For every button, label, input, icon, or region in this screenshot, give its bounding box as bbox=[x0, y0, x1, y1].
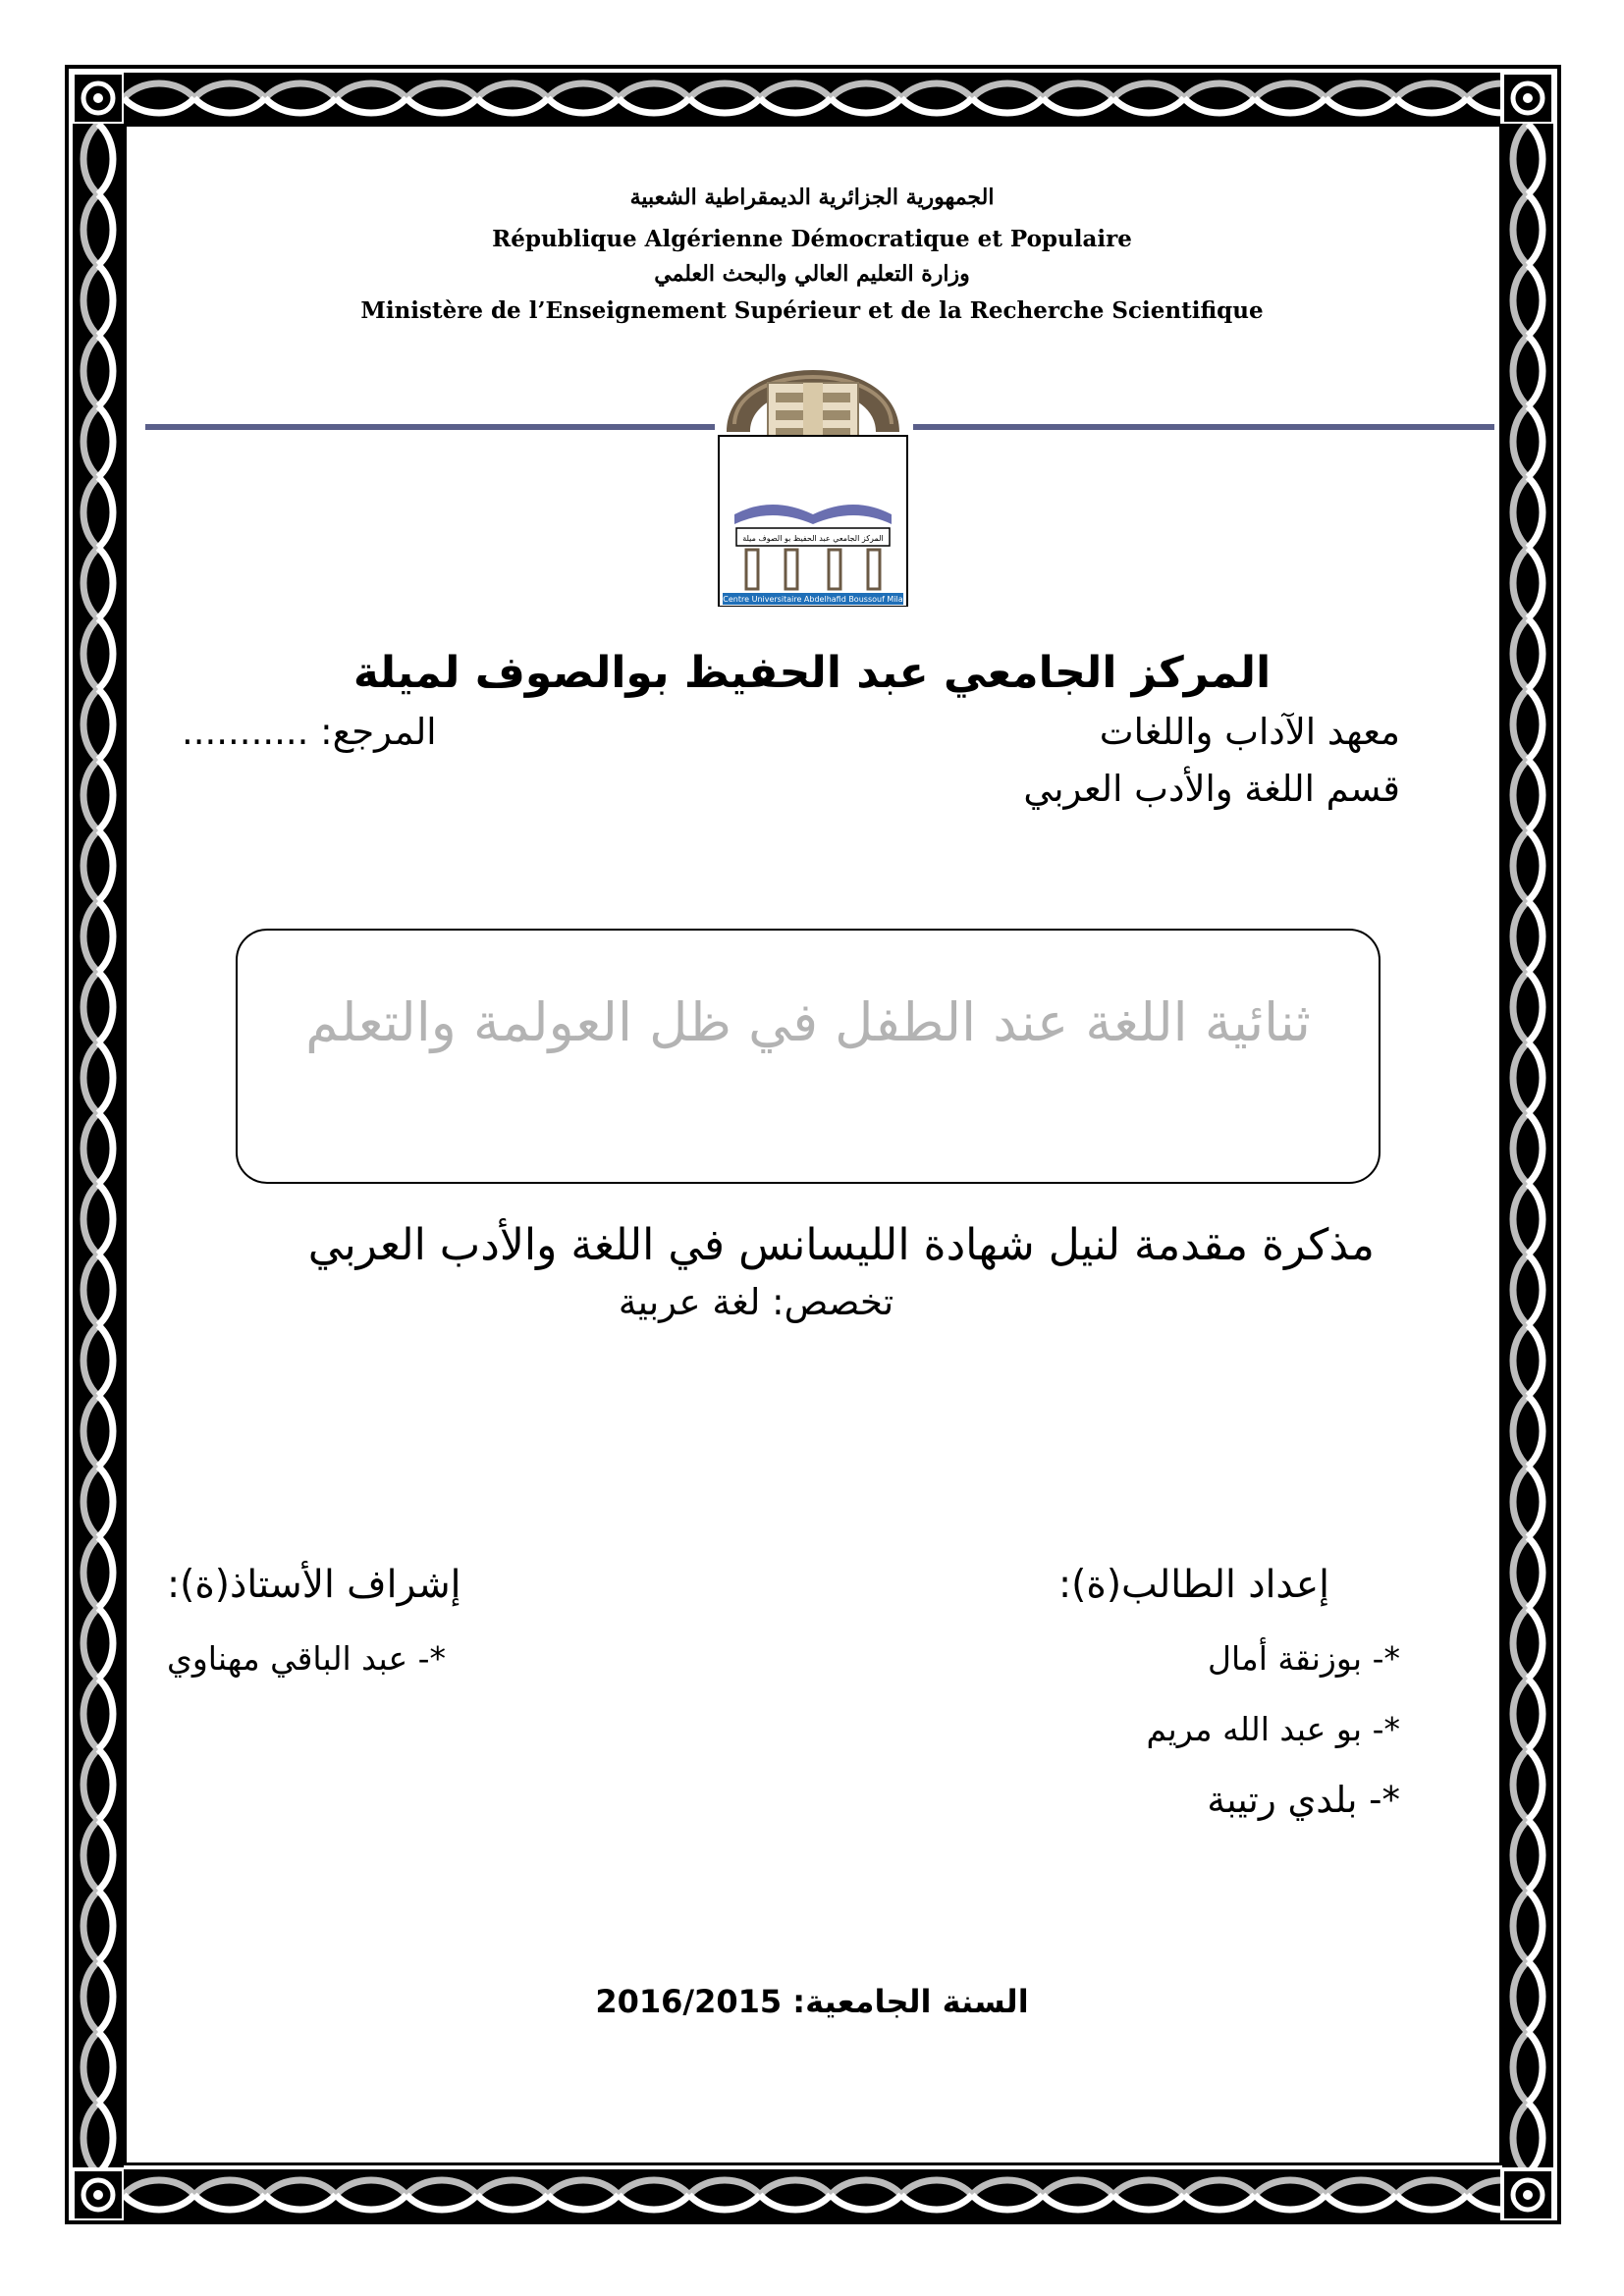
logo-caption-fr: Centre Universitaire Abdelhafid Boussouf Mila bbox=[723, 595, 903, 604]
academic-year: السنة الجامعية: 2016/2015 bbox=[595, 1983, 1029, 2020]
reference-field: المرجع: ........... bbox=[182, 711, 437, 753]
ornament-band-left bbox=[73, 124, 124, 2167]
corner-ornament-icon bbox=[75, 2171, 122, 2218]
corner-ornament-icon bbox=[1504, 2171, 1551, 2218]
thesis-title-box bbox=[236, 929, 1380, 1184]
header-divider-right bbox=[913, 424, 1494, 430]
corner-ornament-icon bbox=[1504, 75, 1551, 122]
header-divider-left bbox=[145, 424, 715, 430]
specialty: تخصص: لغة عربية bbox=[618, 1281, 894, 1323]
republic-name-fr: République Algérienne Démocratique et Populaire bbox=[492, 226, 1132, 252]
ornament-band-bottom bbox=[124, 2169, 1500, 2220]
university-logo bbox=[713, 322, 913, 607]
student-name: *- بلدي رتيبة bbox=[1207, 1779, 1400, 1821]
corner-ornament-icon bbox=[75, 75, 122, 122]
institution-name: المركز الجامعي عبد الحفيظ بوالصوف لميلة bbox=[352, 648, 1272, 698]
supervisor-label: إشراف الأستاذ(ة): bbox=[167, 1563, 461, 1607]
supervisor-name: *- عبد الباقي مهناوي bbox=[167, 1639, 447, 1678]
ornament-band-right bbox=[1502, 124, 1553, 2167]
degree-statement: مذكرة مقدمة لنيل شهادة الليسانس في اللغة والأدب العربي bbox=[307, 1220, 1375, 1270]
department-name: قسم اللغة والأدب العربي bbox=[1023, 768, 1400, 810]
student-name: *- بو عبد الله مريم bbox=[1146, 1710, 1400, 1748]
ministry-name-fr: Ministère de l’Enseignement Supérieur et de la Recherche Scientifique bbox=[360, 297, 1264, 324]
republic-name-ar: الجمهورية الجزائرية الديمقراطية الشعبية bbox=[629, 185, 995, 210]
thesis-title: ثنائية اللغة عند الطفل في ظل العولمة والتعلم bbox=[305, 991, 1311, 1053]
institute-name: معهد الآداب واللغات bbox=[1099, 711, 1400, 753]
ornament-band-top bbox=[124, 73, 1500, 124]
ministry-name-ar: وزارة التعليم العالي والبحث العلمي bbox=[654, 261, 970, 287]
students-label: إعداد الطالب(ة): bbox=[1058, 1563, 1329, 1607]
student-name: *- بوزنقة أمال bbox=[1207, 1639, 1400, 1678]
logo-caption-ar: المركز الجامعي عبد الحفيظ بو الصوف ميلة bbox=[742, 534, 884, 543]
